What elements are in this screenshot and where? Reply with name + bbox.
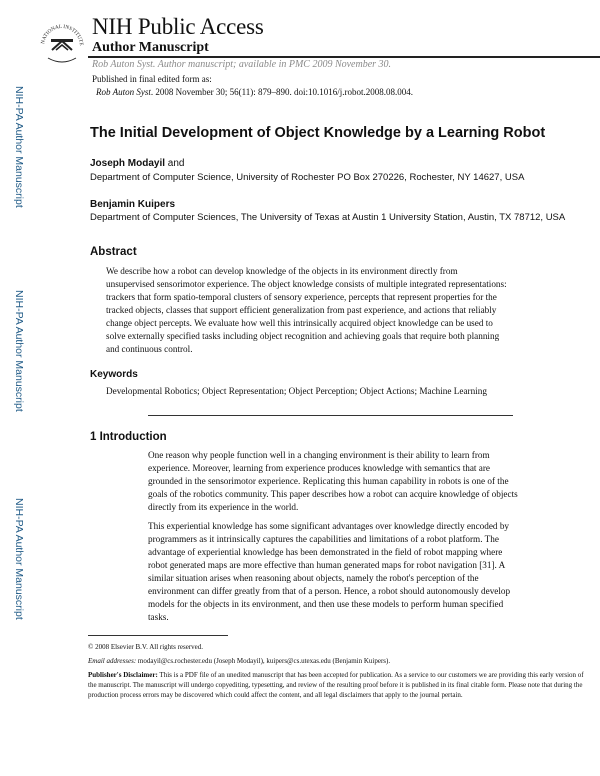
- keywords-heading: Keywords: [90, 369, 138, 380]
- citation-details: . 2008 November 30; 56(11): 879–890. doi:10.1016/j.robot.2008.08.004.: [150, 87, 413, 97]
- availability-note: Rob Auton Syst. Author manuscript; available in PMC 2009 November 30.: [92, 59, 392, 70]
- abstract-heading: Abstract: [90, 246, 137, 258]
- nih-public-access-title: NIH Public Access: [92, 14, 264, 39]
- keywords-rule: [148, 415, 513, 416]
- author-name-2: Benjamin Kuipers: [90, 199, 176, 210]
- nih-logo: [38, 16, 86, 68]
- author-manuscript-label: Author Manuscript: [92, 40, 209, 55]
- author-affiliation-1: Department of Computer Science, University of Rochester PO Box 270226, Rochester, NY 14627, USA: [90, 172, 525, 183]
- copyright-note: © 2008 Elsevier B.V. All rights reserved.: [88, 643, 204, 651]
- introduction-paragraph-1: One reason why people function well in a changing environment is their ability to learn from experience. Moreover, learning from experience produces knowledge with semantics that are grounded in the sensorimotor experience. Replicating this human capability in robots is one of the goals of the robotics community. This paper describes how a robot can acquire knowledge of objects directly from its experience in the world.: [148, 450, 518, 512]
- author-name-1: Joseph Modayil and: [90, 158, 185, 169]
- disclaimer-label: Publisher's Disclaimer:: [88, 671, 158, 679]
- email-note: [88, 656, 593, 666]
- published-label: Published in final edited form as:: [92, 74, 212, 84]
- header-rule: [88, 56, 600, 58]
- publisher-disclaimer: [88, 670, 593, 700]
- email-addresses: modayil@cs.rochester.edu (Joseph Modayil), kuipers@cs.utexas.edu (Benjamin Kuipers).: [136, 657, 391, 665]
- logo-text: NATIONAL INSTITUTE: [40, 23, 85, 46]
- email-label: Email addresses:: [88, 657, 137, 665]
- keywords-text: Developmental Robotics; Object Representation; Object Perception; Object Actions; Machine Learning: [106, 386, 487, 396]
- abstract-text: We describe how a robot can develop knowledge of the objects in its environment directly from unsupervised sensorimotor experience. The object knowledge consists of multiple integrated representations: trackers that form spatio-temporal clusters of sensory experience, percepts that represent properties for the tracked objects, classes that support efficient generalization from past experience, and actions that reliably change object percepts. We evaluate how well this intrinsically acquired object knowledge can be used to solve externally specified tasks including object recognition and achieving goals that require both planning and continuous control.: [106, 266, 507, 354]
- footnote-rule: [88, 635, 228, 636]
- introduction-paragraph-2: This experiential knowledge has some significant advantages over knowledge directly encoded by programmers as it intrinsically captures the capabilities and limitations of a robot platform. The advantage of experiential knowledge has been demonstrated in the field of robot mapping where robot generated maps are more effective than human generated maps for robot navigation [31]. A similar situation arises when reasoning about objects, namely the robot's perception of the environment can differ greatly from that of a person. Hence, a robot should autonomously develop models for the objects in its environment, and then use these models to perform human specified tasks.: [148, 521, 511, 622]
- citation: [96, 87, 413, 97]
- introduction-heading: 1 Introduction: [90, 431, 167, 443]
- disclaimer-text: This is a PDF file of an unedited manuscript that has been accepted for publication. As a service to our customers we are providing this early version of the manuscript. The manuscript will undergo copyediting, typesetting, and review of the resulting proof before it is published in its final citable form. Please note that during the production process errors may be discovered which could affect the content, and all legal disclaimers that apply to the journal pertain.: [88, 671, 584, 699]
- author-affiliation-2: Department of Computer Sciences, The University of Texas at Austin 1 University Station, Austin, TX 78712, USA: [90, 212, 566, 223]
- paper-title: The Initial Development of Object Knowledge by a Learning Robot: [90, 125, 546, 141]
- citation-journal: Rob Auton Syst: [96, 87, 151, 97]
